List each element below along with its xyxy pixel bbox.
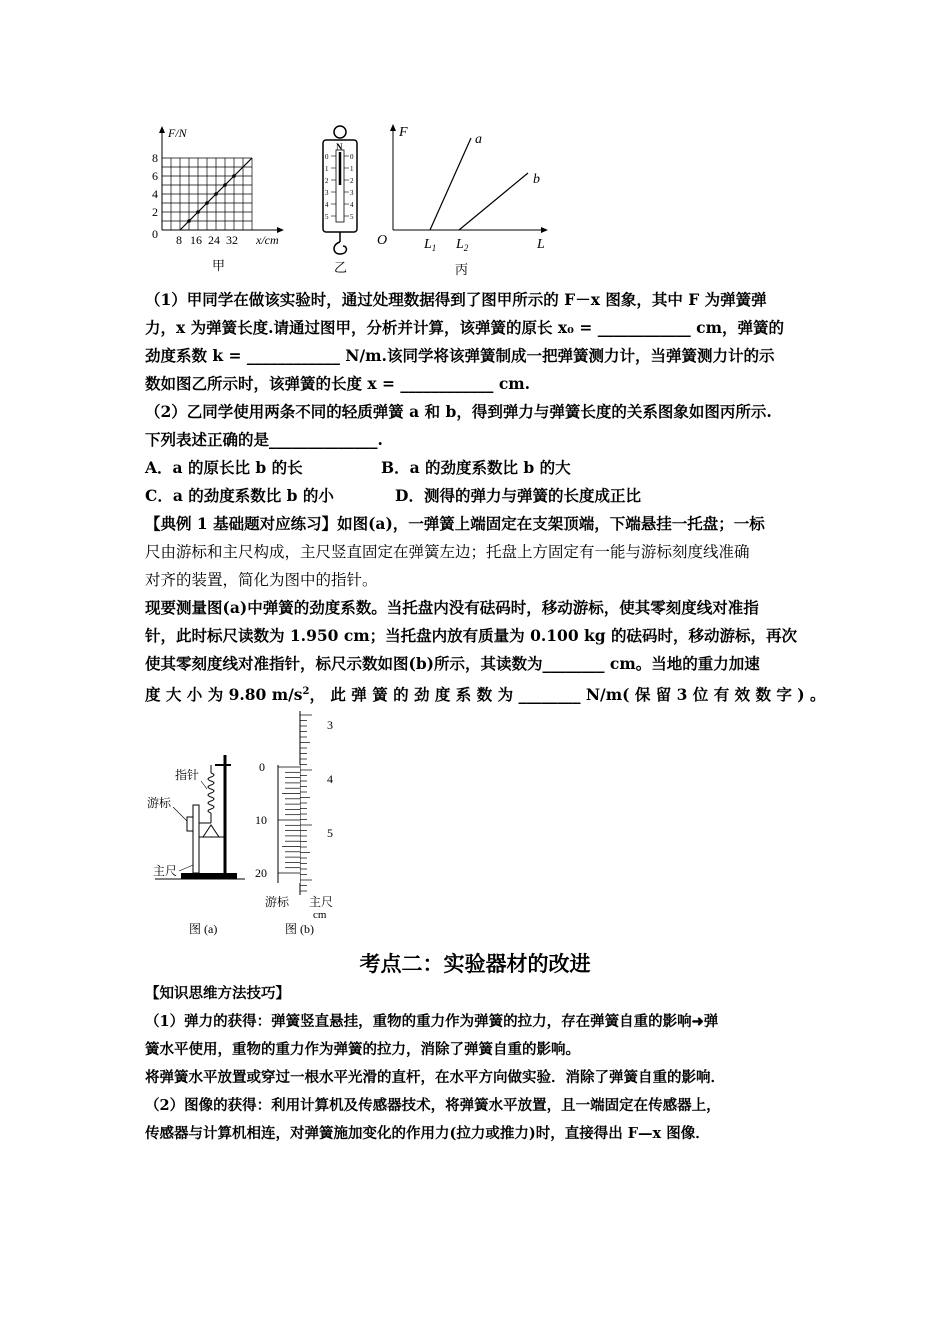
y-axis-label: F/N xyxy=(168,126,187,140)
main-scale-label: 主尺 xyxy=(309,895,334,909)
main-tick: 3 xyxy=(327,718,333,732)
spring-scale xyxy=(310,122,370,282)
main-scale-label: 主尺 xyxy=(153,864,178,878)
spring-icon xyxy=(208,773,214,813)
pointer-label: 指针 xyxy=(175,768,200,782)
option-a: A．a 的原长比 b 的长 xyxy=(145,458,303,477)
example-line: 尺由游标和主尺构成，主尺竖直固定在弹簧左边；托盘上方固定有一能与游标刻度线准确 xyxy=(145,543,750,561)
svg-text:4: 4 xyxy=(325,201,329,209)
svg-text:0: 0 xyxy=(325,153,329,161)
option-b: B．a 的劲度系数比 b 的大 xyxy=(381,458,571,477)
main-scale-ticks xyxy=(300,715,312,891)
section-tag: 【知识思维方法技巧】 xyxy=(145,986,290,1002)
y-tick: 2 xyxy=(152,205,158,219)
figure-bing xyxy=(375,118,560,283)
section-line: 簧水平使用，重物的重力作为弹簧的拉力，消除了弹簧自重的影响。 xyxy=(145,1041,580,1058)
vernier-label: 游标 xyxy=(147,796,172,810)
svg-text:1: 1 xyxy=(350,165,354,173)
l1-label: $L_1$ xyxy=(424,237,437,253)
unit-label: cm xyxy=(313,909,327,921)
vernier-scale xyxy=(255,705,355,940)
q2-options-row xyxy=(145,454,810,482)
main-tick: 4 xyxy=(327,772,333,786)
svg-text:0: 0 xyxy=(350,153,354,161)
example-line: 使其零刻度线对准指针，标尺示数如图(b)所示，其读数为________ cm。当地的重力加速 xyxy=(145,654,760,673)
x-tick: 24 xyxy=(208,233,220,247)
line-b-label: b xyxy=(533,172,540,187)
option-c: C．a 的劲度系数比 b 的小 xyxy=(145,486,334,505)
example-line: 度 大 小 为 9.80 $m/s^2$， 此 弹 簧 的 劲 度 系 数 为 ________ N/m( 保 留 3 位 有 效 数 字 ) 。 xyxy=(145,685,826,705)
example-line: 针，此时标尺读数为 1.950 cm；当托盘内放有质量为 0.100 kg 的砝码时，移动游标，再次 xyxy=(145,626,797,645)
grid xyxy=(162,158,252,230)
figure-jia xyxy=(140,120,300,280)
x-axis-label: x/cm xyxy=(256,233,279,247)
section-line: （1）弹力的获得：弹簧竖直悬挂，重物的重力作为弹簧的拉力，存在弹簧自重的影响➜弹 xyxy=(145,1013,719,1030)
caption-bing: 丙 xyxy=(455,262,469,277)
y-axis-label: F xyxy=(399,125,408,140)
line-a xyxy=(430,138,471,230)
y-tick: 6 xyxy=(152,169,158,183)
x-tick: 8 xyxy=(176,233,182,247)
hook-icon xyxy=(334,242,346,254)
l2-label: $L_2$ xyxy=(456,237,469,253)
example-line: 现要测量图(a)中弹簧的劲度系数。当托盘内没有砝码时，移动游标，使其零刻度线对准指 xyxy=(145,598,759,617)
base-icon xyxy=(181,873,237,879)
y-tick: 8 xyxy=(152,151,158,165)
section-line: 将弹簧水平放置或穿过一根水平光滑的直杆，在水平方向做实验．消除了弹簧自重的影响． xyxy=(145,1069,725,1086)
caption-b: 图 (b) xyxy=(285,922,314,936)
figure-a xyxy=(145,745,255,940)
figure-b xyxy=(255,705,355,940)
svg-text:5: 5 xyxy=(350,213,354,221)
svg-text:2: 2 xyxy=(350,177,354,185)
q1-line: 劲度系数 k = ____________ N/m.该同学将该弹簧制成一把弹簧测力计，当弹簧测力计的示 xyxy=(145,346,775,365)
example-line: 【典例 1 基础题对应练习】如图(a)，一弹簧上端固定在支架顶端，下端悬挂一托盘；一标 xyxy=(145,514,765,533)
line-b xyxy=(459,173,528,230)
scale-top-mark: N xyxy=(336,142,343,152)
caption-a: 图 (a) xyxy=(189,922,218,936)
main-scale-bar xyxy=(193,805,199,873)
vernier-label: 游标 xyxy=(265,895,290,909)
svg-text:4: 4 xyxy=(350,201,354,209)
q1-line: 数如图乙所示时，该弹簧的长度 x = ____________ cm. xyxy=(145,374,531,393)
question-1 xyxy=(145,286,810,398)
option-d: D．测得的弹力与弹簧的长度成正比 xyxy=(395,486,641,505)
question-2 xyxy=(145,398,810,510)
spring-apparatus xyxy=(145,745,255,940)
vernier-tick: 20 xyxy=(255,866,267,880)
figure-yi xyxy=(310,122,370,282)
x-tick: 16 xyxy=(190,233,202,247)
section-heading: 考点二：实验器材的改进 xyxy=(359,952,591,976)
section-line: （2）图像的获得：利用计算机及传感器技术，将弹簧水平放置，且一端固定在传感器上， xyxy=(145,1097,721,1114)
caption-jia: 甲 xyxy=(212,258,226,273)
line-a-label: a xyxy=(475,132,482,147)
origin-label: O xyxy=(377,233,388,248)
svg-text:3: 3 xyxy=(350,189,354,197)
y-tick: 4 xyxy=(152,187,158,201)
q1-line: （1）甲同学在做该实验时，通过处理数据得到了图甲所示的 F－x 图象，其中 F 为弹簧弹 xyxy=(145,290,767,309)
vernier-tick: 10 xyxy=(255,813,267,827)
section-line: 传感器与计算机相连，对弹簧施加变化的作用力(拉力或推力)时，直接得出 F—x 图像． xyxy=(145,1125,710,1142)
q1-line: 力，x 为弹簧长度.请通过图甲，分析并计算，该弹簧的原长 x₀ = ____________ cm，弹簧的 xyxy=(145,318,784,337)
main-tick: 5 xyxy=(327,826,333,840)
svg-text:5: 5 xyxy=(325,213,329,221)
vernier-slider xyxy=(187,817,193,831)
q2-line: （2）乙同学使用两条不同的轻质弹簧 a 和 b，得到弹力与弹簧长度的关系图象如图丙所示. xyxy=(145,402,772,421)
svg-text:3: 3 xyxy=(325,189,329,197)
svg-text:1: 1 xyxy=(325,165,329,173)
example-problem xyxy=(145,510,826,709)
q2-options-row xyxy=(145,482,810,510)
y-tick: 0 xyxy=(152,227,158,241)
x-axis-label: L xyxy=(537,237,545,252)
svg-text:2: 2 xyxy=(325,177,329,185)
example-line: 对齐的装置，简化为图中的指针。 xyxy=(145,571,378,589)
caption-yi: 乙 xyxy=(334,260,348,275)
q2-line: 下列表述正确的是______________. xyxy=(145,430,383,449)
f-l-graph xyxy=(375,118,560,283)
vernier-tick: 0 xyxy=(259,760,265,774)
f-x-graph xyxy=(140,120,300,280)
knowledge-section xyxy=(145,980,810,1148)
tray-icon xyxy=(203,825,219,837)
x-tick: 32 xyxy=(226,233,238,247)
